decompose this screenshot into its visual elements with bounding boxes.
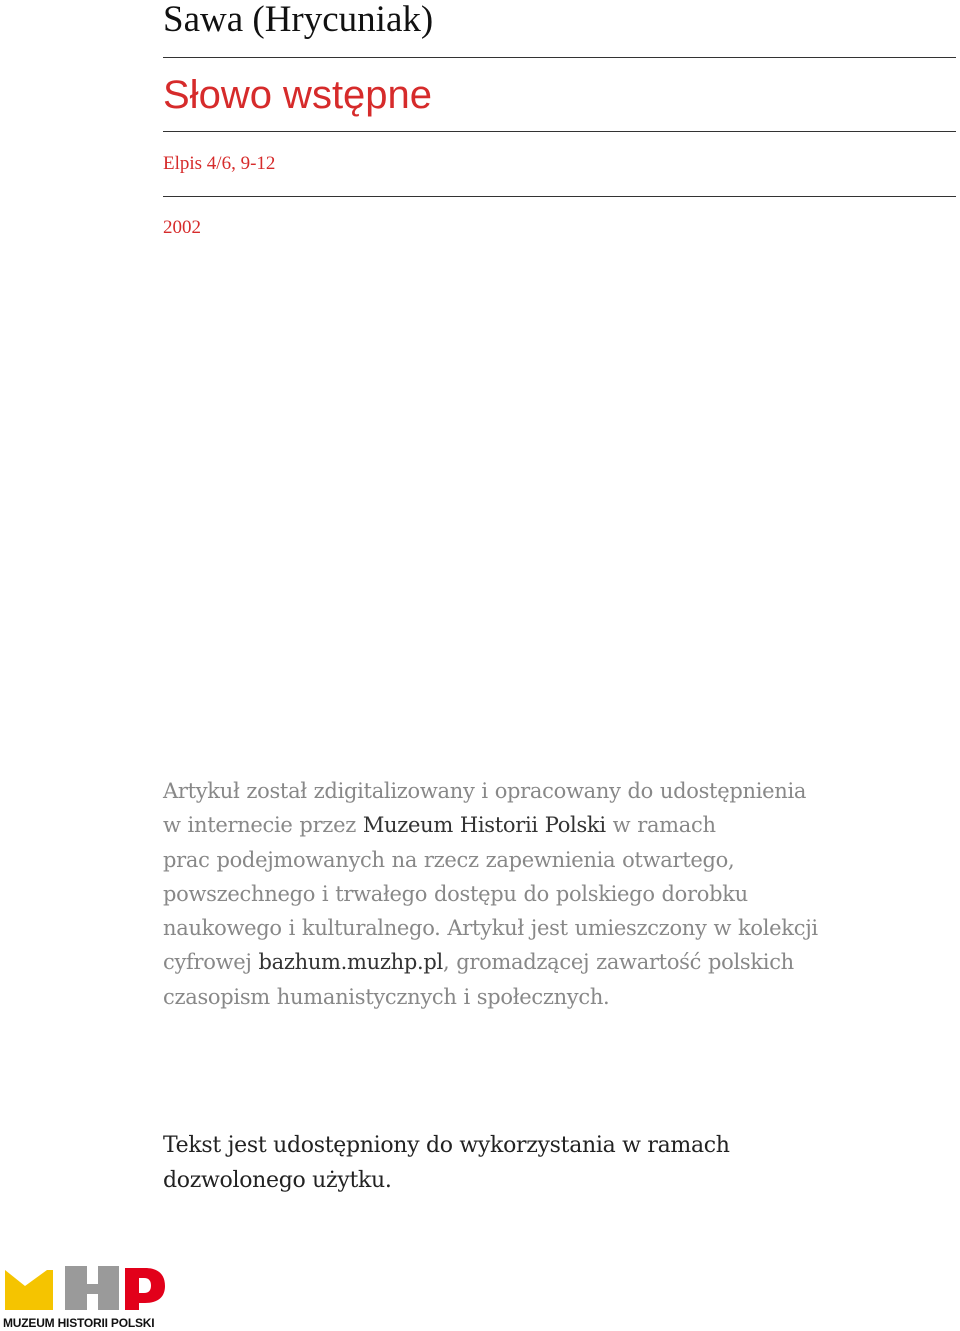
note-text: , gromadzącej zawartość polskich: [442, 950, 794, 975]
note-line: [163, 808, 933, 842]
note-line: naukowego i kulturalnego. Artykuł jest umieszczony w kolekcji: [163, 916, 818, 941]
note-line: czasopism humanistycznych i społecznych.: [163, 984, 610, 1009]
note-line: powszechnego i trwałego dostępu do polskiego dorobku: [163, 881, 748, 906]
logo-yellow-m: [5, 1270, 53, 1310]
note-text: w ramach: [605, 813, 716, 838]
usage-note: [163, 1128, 923, 1198]
usage-line: Tekst jest udostępniony do wykorzystania w ramach: [163, 1133, 730, 1158]
note-line: prac podejmowanych na rzecz zapewnienia otwartego,: [163, 847, 735, 872]
note-text: w internecie przez: [163, 813, 363, 838]
logo-gray-h: [65, 1266, 119, 1310]
museum-logo: [3, 1264, 167, 1331]
citation: Elpis 4/6, 9-12: [163, 153, 276, 174]
logo-caption: MUZEUM HISTORII POLSKI: [3, 1316, 155, 1330]
museum-logo-icon: [3, 1264, 167, 1316]
article-title: Słowo wstępne: [163, 73, 433, 117]
publication-year: 2002: [163, 217, 201, 238]
divider-bottom: [163, 196, 956, 197]
usage-line: dozwolonego użytku.: [163, 1168, 392, 1193]
museum-name: Muzeum Historii Polski: [362, 813, 606, 838]
note-line: Artykuł został zdigitalizowany i opracowany do udostępnienia: [163, 779, 807, 803]
note-text: cyfrowej: [163, 950, 259, 975]
note-line: [163, 945, 933, 979]
digitization-note: [163, 774, 933, 1014]
divider-top: [163, 57, 956, 58]
author-name: Sawa (Hrycuniak): [163, 0, 434, 40]
collection-link[interactable]: bazhum.muzhp.pl: [258, 950, 443, 975]
logo-red-p: [125, 1268, 165, 1310]
divider-middle: [163, 131, 956, 132]
